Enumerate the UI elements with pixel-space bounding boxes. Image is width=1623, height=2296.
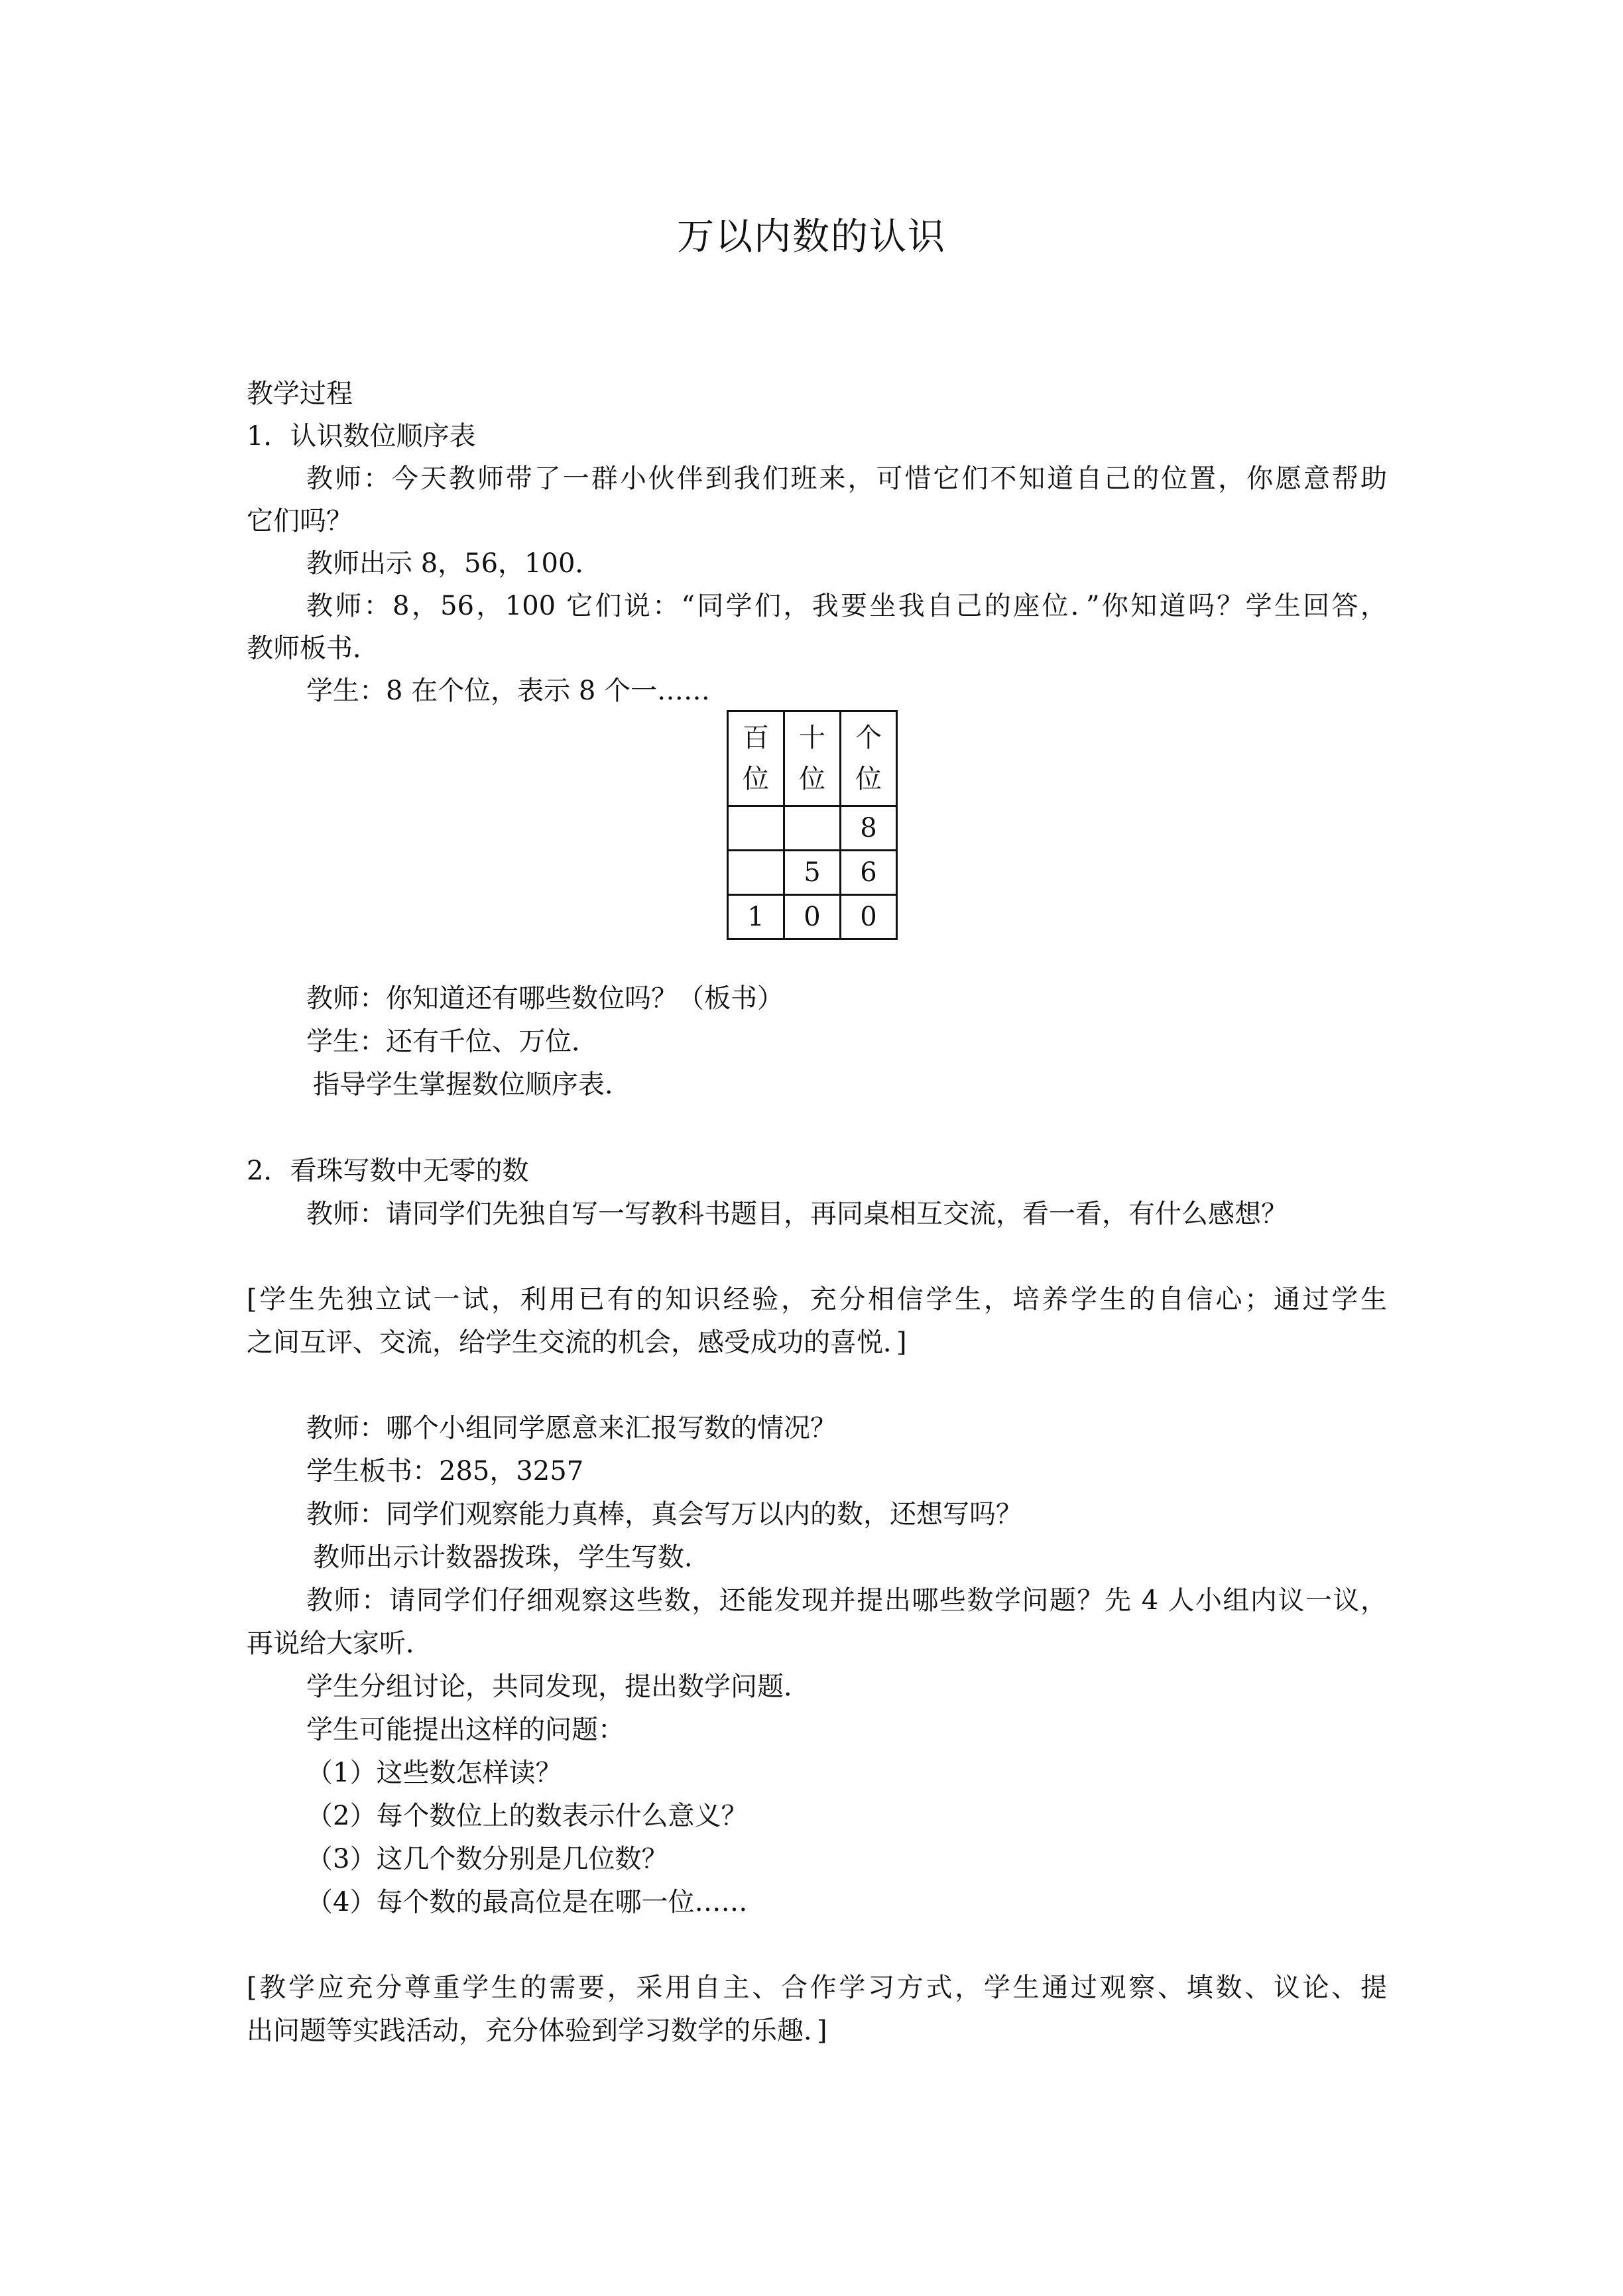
part2-paragraph-6-line-2: 再说给大家听． bbox=[247, 1628, 432, 1659]
question-item: （2）每个数位上的数表示什么意义？ bbox=[306, 1801, 748, 1831]
table-cell: 1 bbox=[728, 895, 784, 939]
table-cell: 0 bbox=[784, 895, 841, 939]
table-cell bbox=[728, 806, 784, 851]
part1-paragraph-1-line-1: 教师：今天教师带了一群小伙伴到我们班来，可惜它们不知道自己的位置，你愿意帮助 bbox=[306, 463, 1387, 494]
part1-paragraph-5: 教师：你知道还有哪些数位吗？（板书） bbox=[306, 983, 784, 1014]
table-row bbox=[728, 806, 897, 851]
part1-paragraph-2: 教师出示 8，56，100． bbox=[306, 548, 602, 579]
question-item: （1）这些数怎样读？ bbox=[306, 1758, 562, 1788]
header-cell-text: 百 bbox=[743, 723, 769, 753]
part2-heading: 2．看珠写数中无零的数 bbox=[247, 1156, 529, 1186]
header-cell-hundreds bbox=[728, 711, 784, 806]
place-value-header-row bbox=[728, 711, 897, 806]
table-cell: 5 bbox=[784, 851, 841, 895]
part2-paragraph-1: 教师：请同学们先独自写一写教科书题目，再同桌相互交流，看一看，有什么感想？ bbox=[306, 1199, 1288, 1229]
table-cell: 6 bbox=[841, 851, 897, 895]
header-cell-text: 个 bbox=[855, 723, 882, 753]
part1-paragraph-3-line-2: 教师板书． bbox=[247, 633, 379, 664]
document-title: 万以内数的认识 bbox=[677, 215, 946, 259]
question-item: （4）每个数的最高位是在哪一位…… bbox=[306, 1887, 748, 1917]
table-row bbox=[728, 851, 897, 895]
part2-note-1-line-2: 之间互评、交流，给学生交流的机会，感受成功的喜悦．] bbox=[247, 1327, 907, 1358]
part2-paragraph-8: 学生可能提出这样的问题： bbox=[306, 1715, 625, 1745]
table-cell bbox=[784, 806, 841, 851]
table-cell: 8 bbox=[841, 806, 897, 851]
header-cell-text: 位 bbox=[743, 764, 769, 794]
part1-paragraph-3-line-1: 教师：8，56，100 它们说：“同学们，我要坐我自己的座位．”你知道吗？学生回答， bbox=[306, 591, 1387, 621]
part2-note-1-line-1: [学生先独立试一试，利用已有的知识经验，充分相信学生，培养学生的自信心；通过学生 bbox=[247, 1284, 1387, 1315]
part2-paragraph-4: 教师：同学们观察能力真棒，真会写万以内的数，还想写吗？ bbox=[306, 1499, 1022, 1530]
header-cell-text: 位 bbox=[799, 764, 825, 794]
part2-paragraph-6-line-1: 教师：请同学们仔细观察这些数，还能发现并提出哪些数学问题？先 4 人小组内议一议， bbox=[306, 1585, 1387, 1616]
part2-paragraph-5: 教师出示计数器拨珠，学生写数． bbox=[313, 1542, 711, 1573]
header-cell-text: 十 bbox=[799, 723, 825, 753]
question-item: （3）这几个数分别是几位数？ bbox=[306, 1844, 668, 1874]
part1-paragraph-6: 学生：还有千位、万位． bbox=[306, 1026, 598, 1057]
part2-note-2-line-1: [教学应充分尊重学生的需要，采用自主、合作学习方式，学生通过观察、填数、议论、提 bbox=[247, 1972, 1387, 2003]
part2-paragraph-3: 学生板书：285，3257 bbox=[306, 1456, 584, 1486]
part2-paragraph-7: 学生分组讨论，共同发现，提出数学问题． bbox=[306, 1671, 810, 1702]
header-cell-text: 位 bbox=[855, 764, 882, 794]
section-heading: 教学过程 bbox=[247, 379, 353, 409]
place-value-table bbox=[727, 710, 898, 940]
part1-paragraph-7: 指导学生掌握数位顺序表． bbox=[313, 1069, 631, 1100]
table-cell: 0 bbox=[841, 895, 897, 939]
part2-note-2-line-2: 出问题等实践活动，充分体验到学习数学的乐趣．] bbox=[247, 2016, 827, 2046]
header-cell-tens bbox=[784, 711, 841, 806]
document-body bbox=[247, 0, 1387, 2296]
part2-paragraph-2: 教师：哪个小组同学愿意来汇报写数的情况？ bbox=[306, 1413, 837, 1443]
part1-heading: 1．认识数位顺序表 bbox=[247, 421, 476, 452]
table-row bbox=[728, 895, 897, 939]
part1-paragraph-4: 学生：8 在个位，表示 8 个一…… bbox=[306, 676, 711, 706]
part1-paragraph-1-line-2: 它们吗？ bbox=[247, 506, 353, 536]
table-cell bbox=[728, 851, 784, 895]
header-cell-ones bbox=[841, 711, 897, 806]
